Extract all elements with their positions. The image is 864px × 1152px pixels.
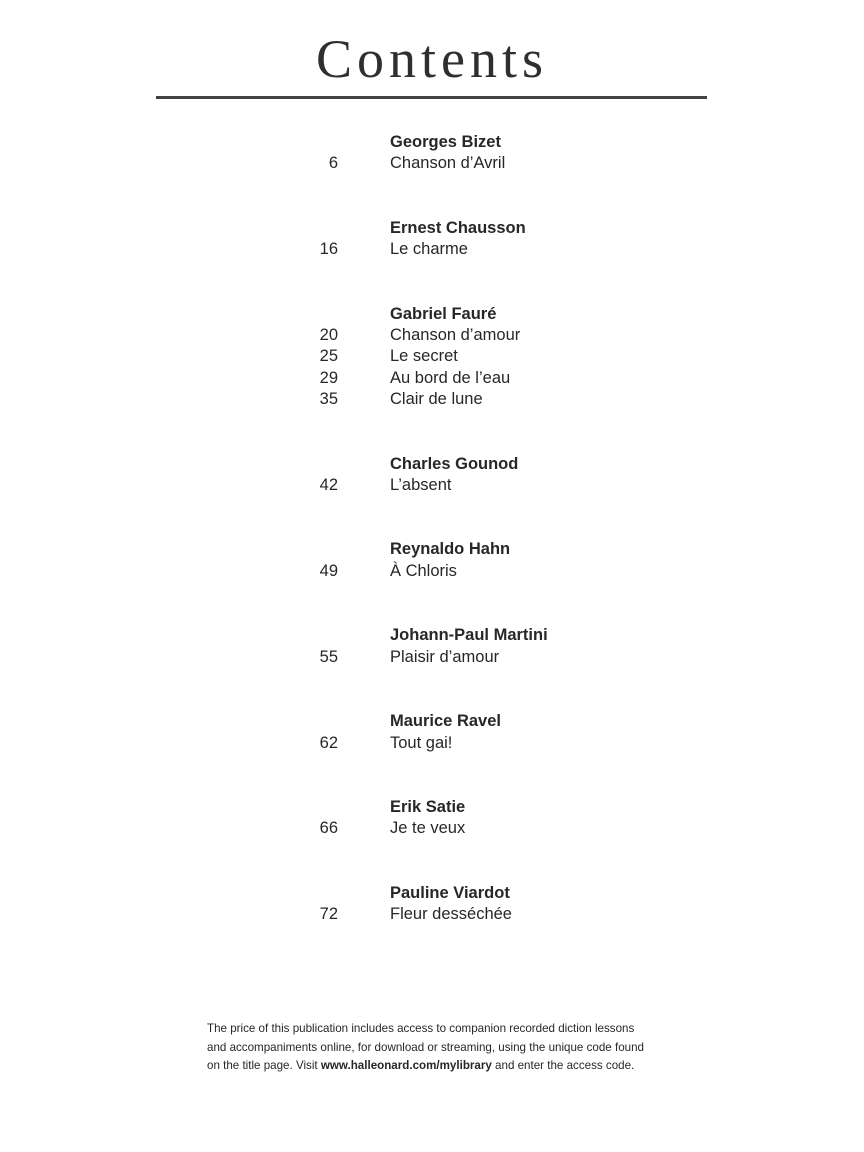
song-page-number: 6 (328, 154, 338, 173)
page-title: Contents (315, 29, 548, 89)
toc (0, 132, 864, 969)
song-title: Je te veux (390, 819, 466, 838)
footer-line-1: The price of this publication includes access to companion recorded diction lessons (207, 1022, 635, 1035)
footer-line-3-text: on the title page. Visit (207, 1059, 321, 1073)
composer-name: Reynaldo Hahn (390, 540, 511, 559)
toc-section (0, 625, 864, 668)
song-page-number: 16 (319, 240, 338, 259)
toc-section (0, 454, 864, 497)
page-number-cell-empty (0, 454, 338, 475)
page-number-cell-empty (0, 218, 338, 239)
composer-row (0, 539, 864, 560)
footer-url: www.halleonard.com/mylibrary (320, 1059, 492, 1073)
song-title: Clair de lune (390, 390, 483, 409)
song-row (0, 818, 864, 839)
song-page-number: 66 (319, 819, 338, 838)
composer-name: Charles Gounod (390, 454, 519, 473)
song-title: Le charme (390, 240, 468, 259)
page-number-cell-empty (0, 625, 338, 646)
title-divider-rule (156, 96, 707, 99)
page-number-cell-empty (0, 797, 338, 818)
composer-row (0, 218, 864, 239)
song-page-number: 20 (319, 326, 338, 345)
song-row (0, 346, 864, 367)
composer-row (0, 883, 864, 904)
composer-name: Johann-Paul Martini (390, 626, 548, 645)
footer-note (207, 1020, 644, 1076)
song-title: Chanson d’Avril (390, 154, 506, 173)
song-page-number: 25 (319, 347, 338, 366)
song-row (0, 239, 864, 260)
toc-section (0, 304, 864, 411)
composer-row (0, 454, 864, 475)
composer-name: Gabriel Fauré (390, 304, 497, 323)
song-row (0, 647, 864, 668)
song-title: Chanson d’amour (390, 326, 521, 345)
composer-row (0, 304, 864, 325)
toc-section (0, 539, 864, 582)
footer-line-3 (207, 1057, 644, 1076)
page-number-cell-empty (0, 132, 338, 153)
song-title: Plaisir d’amour (390, 647, 500, 666)
song-title: Au bord de l’eau (390, 368, 511, 387)
composer-name: Erik Satie (390, 797, 466, 816)
song-title: L’absent (390, 476, 452, 495)
page-number-cell-empty (0, 304, 338, 325)
song-row (0, 904, 864, 925)
toc-section (0, 132, 864, 175)
song-page-number: 72 (319, 905, 338, 924)
toc-section (0, 711, 864, 754)
composer-name: Ernest Chausson (390, 218, 526, 237)
song-row (0, 733, 864, 754)
song-row (0, 475, 864, 496)
composer-name: Maurice Ravel (390, 712, 501, 731)
song-title: Tout gai! (390, 733, 453, 752)
footer-line-2: and accompaniments online, for download or streaming, using the unique code found (207, 1040, 644, 1054)
song-row (0, 325, 864, 346)
song-title: Le secret (390, 347, 458, 366)
toc-section (0, 883, 864, 926)
song-row (0, 153, 864, 174)
song-row (0, 389, 864, 410)
toc-section (0, 797, 864, 840)
song-page-number: 42 (319, 476, 338, 495)
page-number-cell-empty (0, 711, 338, 732)
song-row (0, 561, 864, 582)
song-page-number: 35 (319, 390, 338, 409)
toc-section (0, 218, 864, 261)
page-number-cell-empty (0, 883, 338, 904)
song-row (0, 368, 864, 389)
composer-row (0, 711, 864, 732)
song-page-number: 62 (319, 733, 338, 752)
composer-row (0, 132, 864, 153)
composer-row (0, 625, 864, 646)
song-title: À Chloris (390, 561, 457, 580)
footer-line-3-text-after: and enter the access code. (491, 1059, 635, 1073)
song-page-number: 29 (319, 368, 338, 387)
composer-name: Georges Bizet (390, 133, 501, 151)
song-title: Fleur desséchée (390, 905, 512, 924)
composer-name: Pauline Viardot (390, 883, 510, 902)
song-page-number: 49 (319, 561, 338, 580)
song-page-number: 55 (319, 647, 338, 666)
composer-row (0, 797, 864, 818)
page-number-cell-empty (0, 539, 338, 560)
